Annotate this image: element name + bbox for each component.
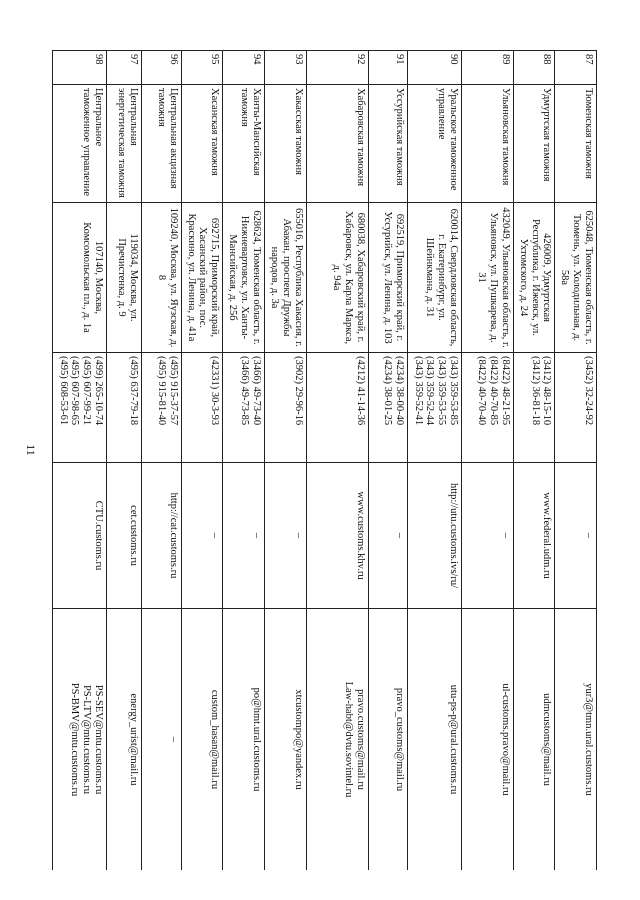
row-number: 95 [181, 51, 223, 85]
office-emails [53, 609, 107, 871]
row-number: 94 [223, 51, 265, 85]
office-name: Центральная акцизная таможня [142, 85, 181, 203]
office-name: Хабаровская таможня [306, 85, 368, 203]
email-address: PS-BMV@mtu.customs.ru [69, 682, 81, 797]
customs-offices-table [52, 50, 597, 870]
row-number: 93 [264, 51, 306, 85]
office-address: 655016, Республика Хакасия, г. Абакан, проспект Дружбы народов, д. 3а [264, 203, 306, 353]
row-number: 97 [106, 51, 141, 85]
office-phones [461, 353, 513, 463]
office-name: Центральное таможенное управление [53, 85, 107, 203]
phone-number: (3902) 29-96-16 [292, 356, 304, 426]
office-name: Ханты-Мансийская таможня [223, 85, 265, 203]
email-address: pravo_customs@mail.ru [394, 687, 406, 792]
phone-number: (495) 915-81-40 [155, 356, 167, 426]
office-name: Ульяновская таможня [461, 85, 513, 203]
row-number: 98 [53, 51, 107, 85]
office-phones [181, 353, 223, 463]
phone-number: (4212) 41-14-36 [354, 356, 366, 426]
office-emails [408, 609, 462, 871]
office-name: Уральское таможенное управление [408, 85, 462, 203]
table-row [53, 51, 107, 871]
email-address: energy_urist@mail.ru [128, 693, 140, 786]
phone-number: (495) 637-79-18 [128, 356, 140, 426]
office-address: 107140, Москва, Комсомольская пл., д. 1а [53, 203, 107, 353]
phone-number: (8422) 40-70-85 [487, 356, 499, 426]
phone-number: (42331) 30-3-93 [209, 356, 221, 426]
table-row [142, 51, 181, 871]
email-address: PS-LTV@mtu.customs.ru [81, 684, 93, 795]
phone-number: (343) 359-53-85 [447, 356, 459, 426]
office-website: – [461, 463, 513, 609]
office-phones [408, 353, 462, 463]
office-phones [513, 353, 555, 463]
office-emails [461, 609, 513, 871]
office-emails [513, 609, 555, 871]
office-name: Уссурийская таможня [368, 85, 407, 203]
office-website: – [368, 463, 407, 609]
email-address: – [167, 736, 179, 743]
table-row [106, 51, 141, 871]
office-phones [264, 353, 306, 463]
office-address: 680038, Хабаровский край, г. Хабаровск, ул. Карла Маркса, д. 94а [306, 203, 368, 353]
office-phones [306, 353, 368, 463]
office-emails [223, 609, 265, 871]
row-number: 89 [461, 51, 513, 85]
phone-number: (3412) 36-81-18 [529, 356, 541, 426]
office-address: 432049, Ульяновская область, г. Ульяновск, ул. Пушкарева, д. 31 [461, 203, 513, 353]
row-number: 96 [142, 51, 181, 85]
office-address: 426009, Удмуртская Республика, г. Ижевск, ул. Ухтомского, д. 24 [513, 203, 555, 353]
office-name: Удмуртская таможня [513, 85, 555, 203]
phone-number: (4234) 38-01-25 [382, 356, 394, 426]
email-address: pravo.customs@mail.ru [354, 689, 366, 790]
office-phones [555, 353, 597, 463]
office-name: Хакасская таможня [264, 85, 306, 203]
email-address: utu-ps-p@ural.customs.ru [447, 684, 459, 795]
office-phones [142, 353, 181, 463]
table-row [181, 51, 223, 871]
office-emails [368, 609, 407, 871]
table-row [368, 51, 407, 871]
office-emails [106, 609, 141, 871]
office-name: Центральная энергетическая таможня [106, 85, 141, 203]
table-row [223, 51, 265, 871]
office-website: www.federal.udm.ru [513, 463, 555, 609]
office-address: 625048, Тюменская область, г. Тюмень, ул. Холодильная, д. 58а [555, 203, 597, 353]
phone-number: (495) 607-98-65 [69, 356, 81, 426]
office-name: Хасанская таможня [181, 85, 223, 203]
email-address: Law-habt@dvtu.sovintel.ru [342, 681, 354, 798]
table-row [461, 51, 513, 871]
table-row [555, 51, 597, 871]
office-phones [223, 353, 265, 463]
phone-number: (495) 915-37-57 [167, 356, 179, 426]
office-phones [53, 353, 107, 463]
email-address: custom_hasan@mail.ru [209, 689, 221, 790]
office-emails [142, 609, 181, 871]
office-address: 119034, Москва, ул. Пречистенка, д. 9 [106, 203, 141, 353]
office-website: – [264, 463, 306, 609]
office-name: Тюменская таможня [555, 85, 597, 203]
row-number: 87 [555, 51, 597, 85]
email-address: yur3@tmn.ural.customs.ru [583, 683, 594, 796]
table-row [408, 51, 462, 871]
phone-number: (4234) 38-00-40 [394, 356, 406, 426]
phone-number: (495) 607-99-21 [81, 356, 93, 426]
office-emails [264, 609, 306, 871]
phone-number: (343) 359-52-41 [412, 356, 424, 426]
rotated-table-area [52, 50, 597, 870]
phone-number: (499) 265-10-74 [92, 356, 104, 426]
office-website: – [181, 463, 223, 609]
office-website: http://utu.customs.ivs/ru/ [408, 463, 462, 609]
row-number: 91 [368, 51, 407, 85]
phone-number: (3466) 49-73-85 [239, 356, 251, 426]
phone-number: (3412) 48-15-10 [541, 356, 553, 426]
phone-number: (343) 359-52-44 [424, 356, 436, 426]
row-number: 92 [306, 51, 368, 85]
email-address: po@hmt.ural.customs.ru [250, 687, 262, 792]
office-address: 620014, Свердловская область, г. Екатеринбург, ул. Шейнкмана, д. 31 [408, 203, 462, 353]
email-address: xtcustompo@yandex.ru [292, 689, 304, 790]
email-address: PS-SEV@mtu.customs.ru [92, 684, 104, 795]
phone-number: (8422) 48-21-95 [499, 356, 511, 426]
email-address: udmcustoms@mail.ru [541, 693, 553, 786]
table-body [53, 51, 597, 871]
office-website: cet.customs.ru [106, 463, 141, 609]
page-number: 11 [24, 444, 39, 456]
email-address: ul-customs.pravo@mail.ru [499, 683, 511, 796]
office-website: – [223, 463, 265, 609]
office-website: CTU.customs.ru [53, 463, 107, 609]
office-emails [555, 609, 597, 871]
office-phones [106, 353, 141, 463]
office-address: 692519, Приморский край, г. Уссурийск, ул. Ленина, д. 103 [368, 203, 407, 353]
phone-number: (8422) 40-70-40 [476, 356, 488, 426]
phone-number: (495) 608-53-61 [57, 356, 69, 426]
office-website: – [555, 463, 597, 609]
phone-number: (3466) 49-73-40 [250, 356, 262, 426]
phone-number: (343) 359-53-55 [436, 356, 448, 426]
office-emails [306, 609, 368, 871]
phone-number: (3452) 32-24-92 [583, 356, 594, 426]
row-number: 88 [513, 51, 555, 85]
office-address: 692715, Приморский край, Хасанский район, пос. Краскино, ул. Ленина, д. 41а [181, 203, 223, 353]
office-website: http://cat.customs.ru [142, 463, 181, 609]
office-address: 109240, Москва, ул. Яузская, д. 8 [142, 203, 181, 353]
office-emails [181, 609, 223, 871]
table-row [306, 51, 368, 871]
office-website: www.customs.khv.ru [306, 463, 368, 609]
office-phones [368, 353, 407, 463]
table-row [264, 51, 306, 871]
office-address: 628624, Тюменская область, г. Нижневартовск, ул. Ханты-Мансийская, д. 25б [223, 203, 265, 353]
row-number: 90 [408, 51, 462, 85]
table-row [513, 51, 555, 871]
